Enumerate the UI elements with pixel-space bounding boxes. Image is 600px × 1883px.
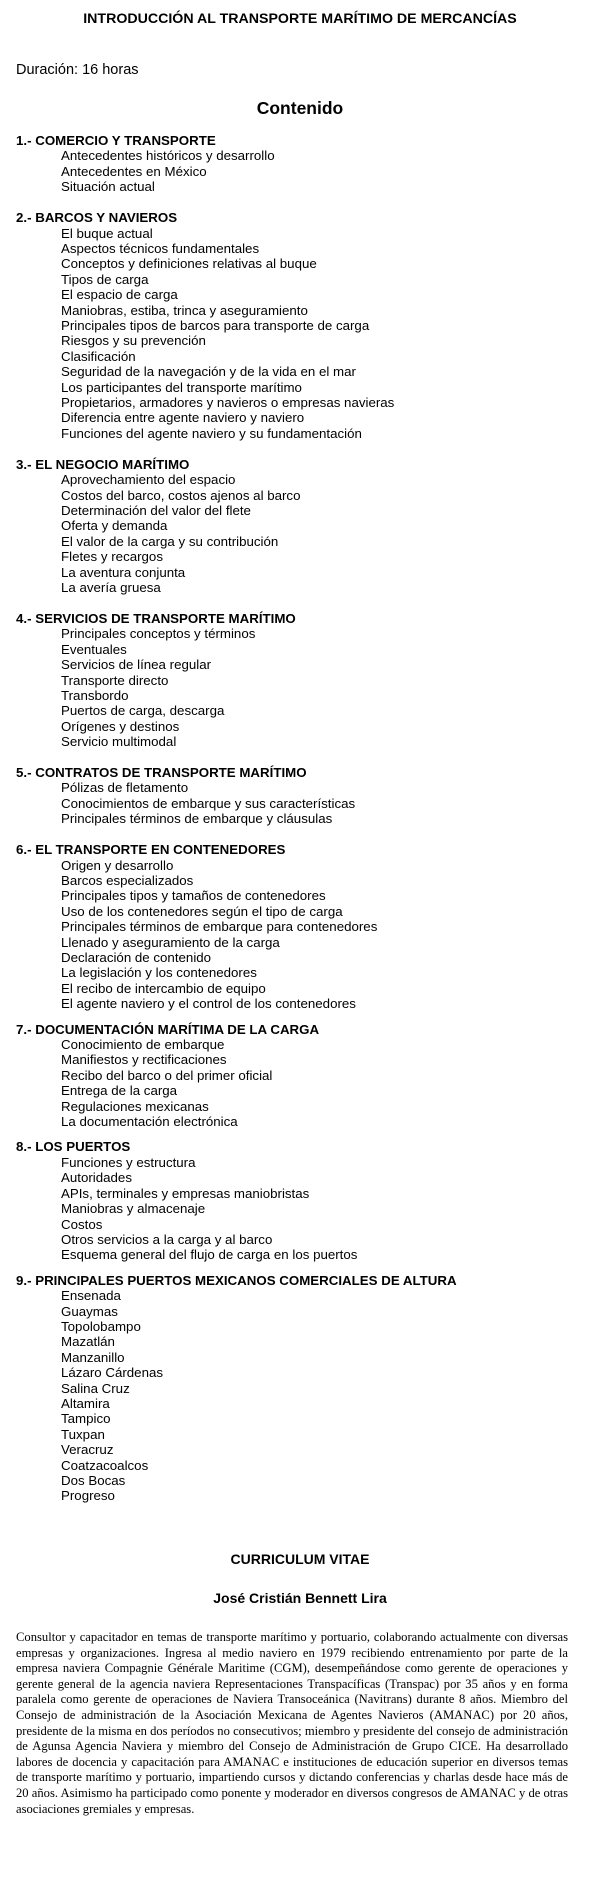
list-item: Principales tipos y tamaños de contenedores [61, 888, 326, 904]
list-item: Ensenada [61, 1288, 121, 1304]
list-item: Progreso [61, 1488, 115, 1504]
toc-section [16, 210, 576, 441]
list-item: Costos del barco, costos ajenos al barco [61, 487, 301, 503]
section-title: 5.- CONTRATOS DE TRANSPORTE MARÍTIMO [16, 765, 307, 781]
list-item: El espacio de carga [61, 287, 178, 303]
list-item: Fletes y recargos [61, 549, 163, 565]
cv-name: José Cristián Bennett Lira [213, 1590, 387, 1606]
list-item: APIs, terminales y empresas maniobristas [61, 1185, 310, 1201]
list-item: Conocimientos de embarque y sus características [61, 795, 356, 811]
list-item: Manzanillo [61, 1349, 125, 1365]
list-item: Servicios de línea regular [61, 657, 212, 673]
list-item: Otros servicios a la carga y al barco [61, 1231, 273, 1247]
list-item: Situación actual [61, 179, 155, 195]
list-item: Autoridades [61, 1170, 132, 1186]
list-item: Pólizas de fletamento [61, 780, 189, 796]
section-title: 7.- DOCUMENTACIÓN MARÍTIMA DE LA CARGA [16, 1021, 320, 1037]
list-item: Lázaro Cárdenas [61, 1365, 164, 1381]
cv-paragraph: Consultor y capacitador en temas de transporte marítimo y portuario, colaborando actualmente con diversas empresas y organizaciones. Ingresa al medio naviero en 1979 recibiendo entrenamiento por parte de la empresa naviera Compagnie Générale Maritime (CGM), desempeñándose como gerente de operaciones y gerente general de la agencia naviera Representaciones Transpacíficas (Transpac) por 35 años y en forma paralela como gerente de operaciones de Naviera Transoceánica (Navitrans) durante 8 años. Miembro del Consejo de administración de la Asociación Mexicana de Agentes Navieros (AMANAC) por 20 años, presidente de la misma en dos períodos no consecutivos; miembro y presidente del consejo de administración de Agunsa Agencia Naviera y miembro del Consejo de Administración de Grupo CICE. Ha desarrollado labores de docencia y capacitación para AMANAC e instituciones de educación superior en diversos temas de transporte marítimo y portuario, impartiendo cursos y dictando conferencias y charlas desde hace más de 20 años. Asimismo ha participado como ponente y moderador en diversos congresos de AMANAC y de otras asociaciones gremiales y empresas. [16, 1630, 568, 1816]
list-item: Eventuales [61, 641, 127, 657]
section-title: 8.- LOS PUERTOS [16, 1139, 131, 1155]
list-item: Diferencia entre agente naviero y naviero [61, 410, 305, 426]
list-item: Aprovechamiento del espacio [61, 472, 236, 488]
table-of-contents [16, 133, 576, 1519]
list-item: Transporte directo [61, 672, 169, 688]
document-title: INTRODUCCIÓN AL TRANSPORTE MARÍTIMO DE MERCANCÍAS [83, 11, 517, 27]
list-item: Esquema general del flujo de carga en los puertos [61, 1247, 358, 1263]
list-item: Costos [61, 1216, 103, 1232]
list-item: Salina Cruz [61, 1380, 130, 1396]
list-item: Tuxpan [61, 1426, 105, 1442]
toc-section [16, 1273, 576, 1504]
list-item: La avería gruesa [61, 579, 161, 595]
toc-section [16, 457, 576, 596]
list-item: Principales términos de embarque y cláusulas [61, 811, 333, 827]
list-item: Los participantes del transporte marítimo [61, 379, 302, 395]
list-item: Altamira [61, 1395, 110, 1411]
list-item: Conceptos y definiciones relativas al buque [61, 256, 317, 272]
toc-section [16, 133, 576, 195]
list-item: Funciones y estructura [61, 1154, 196, 1170]
list-item: Coatzacoalcos [61, 1457, 149, 1473]
list-item: Oferta y demanda [61, 518, 168, 534]
list-item: El recibo de intercambio de equipo [61, 980, 266, 996]
section-title: 3.- EL NEGOCIO MARÍTIMO [16, 456, 190, 472]
list-item: La aventura conjunta [61, 564, 186, 580]
list-item: Manifiestos y rectificaciones [61, 1052, 227, 1068]
list-item: Llenado y aseguramiento de la carga [61, 934, 280, 950]
list-item: Recibo del barco o del primer oficial [61, 1067, 273, 1083]
list-item: Aspectos técnicos fundamentales [61, 240, 260, 256]
list-item: Principales términos de embarque para contenedores [61, 919, 378, 935]
list-item: Maniobras y almacenaje [61, 1201, 206, 1217]
list-item: Principales tipos de barcos para transporte de carga [61, 317, 370, 333]
list-item: Barcos especializados [61, 872, 194, 888]
list-item: Topolobampo [61, 1318, 141, 1334]
list-item: Riesgos y su prevención [61, 333, 206, 349]
toc-section [16, 842, 576, 1011]
list-item: Propietarios, armadores y navieros o empresas navieras [61, 395, 395, 410]
list-item: Uso de los contenedores según el tipo de carga [61, 903, 343, 919]
list-item: El valor de la carga y su contribución [61, 533, 279, 549]
toc-section [16, 611, 576, 750]
list-item: Origen y desarrollo [61, 857, 174, 873]
list-item: Declaración de contenido [61, 950, 212, 965]
list-item: Funciones del agente naviero y su fundamentación [61, 425, 362, 441]
list-item: Tipos de carga [61, 271, 149, 287]
list-item: Maniobras, estiba, trinca y aseguramiento [61, 302, 308, 318]
list-item: Conocimiento de embarque [61, 1037, 225, 1053]
list-item: El agente naviero y el control de los contenedores [61, 996, 356, 1012]
list-item: Guaymas [61, 1303, 118, 1319]
toc-section [16, 765, 576, 827]
toc-section [16, 1022, 576, 1130]
list-item: Determinación del valor del flete [61, 502, 251, 518]
contents-heading: Contenido [256, 98, 344, 118]
section-title: 1.- COMERCIO Y TRANSPORTE [16, 133, 216, 148]
course-duration: Duración: 16 horas [16, 62, 139, 78]
list-item: Dos Bocas [61, 1473, 126, 1488]
list-item: Principales conceptos y términos [61, 626, 256, 642]
list-item: Servicio multimodal [61, 734, 177, 750]
list-item: Antecedentes históricos y desarrollo [61, 148, 275, 164]
list-item: Puertos de carga, descarga [61, 703, 225, 719]
list-item: La legislación y los contenedores [61, 965, 257, 981]
list-item: Entrega de la carga [61, 1083, 178, 1099]
section-title: 9.- PRINCIPALES PUERTOS MEXICANOS COMERCIALES DE ALTURA [16, 1272, 457, 1288]
list-item: Orígenes y destinos [61, 718, 180, 734]
list-item: Antecedentes en México [61, 163, 207, 179]
section-title: 2.- BARCOS Y NAVIEROS [16, 210, 178, 226]
list-item: El buque actual [61, 225, 153, 241]
list-item: La documentación electrónica [61, 1114, 238, 1130]
list-item: Tampico [61, 1411, 111, 1427]
section-title: 6.- EL TRANSPORTE EN CONTENEDORES [16, 842, 286, 858]
list-item: Clasificación [61, 348, 136, 364]
section-title: 4.- SERVICIOS DE TRANSPORTE MARÍTIMO [16, 610, 296, 626]
list-item: Transbordo [61, 687, 129, 703]
cv-heading: CURRICULUM VITAE [230, 1551, 370, 1567]
list-item: Seguridad de la navegación y de la vida en el mar [61, 364, 356, 380]
list-item: Regulaciones mexicanas [61, 1098, 209, 1114]
toc-section [16, 1139, 576, 1262]
list-item: Mazatlán [61, 1334, 115, 1350]
list-item: Veracruz [61, 1442, 114, 1458]
